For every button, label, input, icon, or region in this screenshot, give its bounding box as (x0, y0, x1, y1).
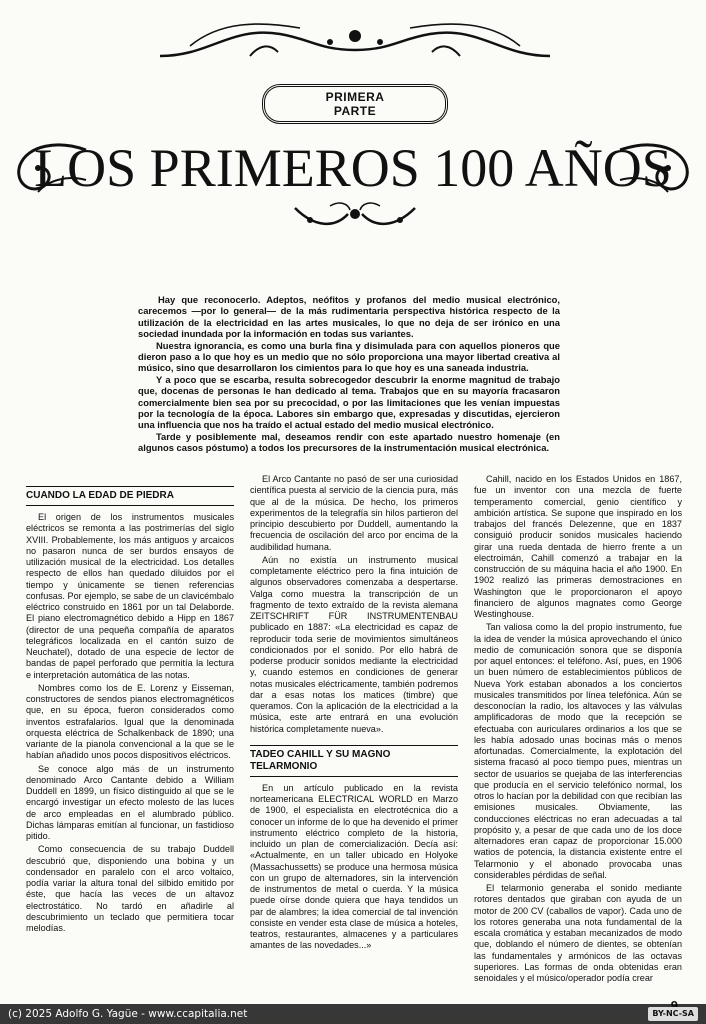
body-paragraph: Nombres como los de E. Lorenz y Eisseman, constructores de sendos pianos electromagnéticos que, en su época, fueron considerados como inventos estrafalarios. Igual que la denominada orquesta eléctrica de Schalkenback de 1890; una variante de la pianola convencional a la que se le habían añadido unos pocos dispositivos eléctricos. (26, 682, 234, 761)
body-paragraph: Cahill, nacido en los Estados Unidos en 1867, fue un inventor con una mezcla de fuerte temperamento comercial, genio científico y ambición artística. Se supone que inspirado en los trabajos del francés Delezenne, que en 1837 consiguió producir sonidos musicales haciendo girar una rueda dentada de hierro frente a un electroimán, Cahill comenzó a trabajar en la construcción de su máquina hacia el año 1900. En 1902 realizó las primeras demostraciones en Washington que le proporcionaron el apoyo financiero de algunos magnates como George Westinghouse. (474, 474, 682, 619)
body-paragraph: El telarmonio generaba el sonido mediante rotores dentados que giraban con ayuda de un motor de 200 CV (caballos de vapor). Cada uno de los rotores generaba una nota fundamental de la escala cromática y estaban mecanizados de modo que, doblando el número de dientes, se obtenían las fundamentales y armónicos de las octavas superiores. Las formas de onda obtenidas eran senoidales y el músico/operador podía crear (474, 883, 682, 983)
body-paragraph: Tan valiosa como la del propio instrumento, fue la idea de vender la música aprovechando el único medio de comunicación sonora que se disponía por aquel entonces: el teléfono. Así, pues, en 1906 un buen número de establecimientos públicos de Nueva York estaban abonados a los conciertos musicales transmitidos por línea telefónica. Aún se desconocían la radio, los altavoces y las válvulas amplificadoras de modo que la recepción se efectuaba con auriculares ordinarios a los que se les había adosado unas bocinas más o menos afortunadas. Comercialmente, la explotación del sistema fracasó al poco tiempo pues, mientras un sector de usuarios se quejaba de las interferencias que producía en el servicio telefónico normal, los otros lo hacían por la debilidad con que recibían las emisiones musicales. Obviamente, las conducciones eléctricas no eran adecuadas a tal propósito y, a pesar de que cada uno de los doce alternadores eran capaz de proporcionar 15.000 watios de potencia, la distancia existente entre el Telarmonio y el abonado provocaba unas considerables pérdidas de señal. (474, 622, 682, 880)
part-badge (262, 84, 448, 124)
intro-paragraph: Tarde y posiblemente mal, deseamos rendir con este apartado nuestro homenaje (en algunos casos póstumo) a todos los precursores de la instrumentación musical electrónica. (138, 430, 560, 454)
body-paragraph: Se conoce algo más de un instrumento denominado Arco Cantante debido a William Duddell en 1899, un físico distinguido al que se le encargó investigar un efecto molesto de las luces de arco empleadas en el alumbrado público. Dichas lámparas emitían al funcionar, un fastidioso pitido. (26, 763, 234, 841)
intro-text (138, 294, 560, 454)
footer-credit: (c) 2025 Adolfo G. Yagüe - www.ccapitalia.net (8, 1008, 248, 1020)
section-heading-edad-piedra: CUANDO LA EDAD DE PIEDRA (26, 486, 234, 506)
body-paragraph: Aún no existía un instrumento musical completamente eléctrico pero la fina intuición de algunos observadores comenzaba a despertarse. Valga como muestra la transcripción de un fragmento de texto extraído de la revista alemana ZEITSCHRIFT FÜR INSTRUMENTENBAU publicado en 1887: «La electricidad es capaz de reproducir toda serie de movimientos simultáneos condicionados por el sonido. Por ello habrá de poderse producir sonidos mediante la electricidad y, cuando estemos en condiciones de generar notas musicales eléctricamente, también podremos dar a esas notas los matices (timbre) que queramos. Con la aplicación de la electricidad a la música, este arte entrará en una evolución histórica completamente nueva». (250, 554, 458, 734)
column-1 (26, 486, 234, 934)
column-3 (474, 474, 682, 984)
badge-line-1: PRIMERA (325, 90, 385, 104)
body-paragraph: El Arco Cantante no pasó de ser una curiosidad científica puesta al servicio de la ciencia pura, más que al de la música. De hecho, los primeros experimentos de la telegrafía sin hilos partieron del principio descubierto por Duddell, aumentando la frecuencia de oscilación del arco por encima de la audibilidad humana. (250, 474, 458, 552)
body-paragraph: En un artículo publicado en la revista norteamericana ELECTRICAL WORLD en Marzo de 1900, el especialista en electrotécnica dio a conocer un informe de lo que ha devenido el primer instrumento eléctrico completo de la historia, incluido un plan de comercialización. Decía así: «Actualmente, en un taller ubicado en Holyoke (Massachussetts) se produce una hermosa música con un grupo de alternadores, sin la intervención de instrumentos de metal o cuerda. Y la música puede oírse donde quiera que haya tendidos un par de alambres; la idea comercial de tal invención consiste en vender esta clase de música a hoteles, teatros, restaurantes, almacenes y a particulares amantes de las novedades...» (250, 782, 458, 951)
ornament-top (150, 16, 560, 60)
cc-license-badge: BY-NC-SA (648, 1007, 698, 1021)
intro-paragraph: Nuestra ignorancia, es como una burla fina y disimulada para con aquellos pioneros que dieron paso a lo que hoy es un medio que no sólo proporciona una mayor libertad creativa al músico, sino que desarrollaron los cimientos para lo que hoy es una saneada industria. (138, 339, 560, 374)
footer-bar (0, 1004, 706, 1024)
column-2 (250, 474, 458, 952)
badge-line-2: PARTE (333, 104, 377, 118)
section-heading-cahill: TADEO CAHILL Y SU MAGNO TELARMONIO (250, 745, 458, 777)
page-title: LOS PRIMEROS 100 AÑOS (34, 138, 672, 198)
body-paragraph: El origen de los instrumentos musicales eléctricos se remonta a las postrimerías del siglo XVIII. Probablemente, los más antiguos y arcaicos no pasaron nunca de ser burdos ensayos de utilización musical de la electricidad. Los detalles respecto de ellos han quedado diluidos por el tiempo y únicamente se tienen referencias confusas. Por ejemplo, se sabe de un clavicémbalo eléctrico construido en 1861 por un tal Delaborde. El piano electromagnético debido a Hipp en 1867 (director de una pequeña compañía de aparatos telegráficos localizada en el cantón suizo de Neuchatel), dotado de una especie de lector de bandas de papel perforado que permitía la lectura e interpretación automática de las notas. (26, 512, 234, 680)
intro-paragraph: Y a poco que se escarba, resulta sobrecogedor descubrir la enorme magnitud de trabajo que, docenas de personas le han dedicado al tema. Trabajos que en su mayoría fracasaron comercialmente bien sea por su precocidad, o por las limitaciones que les venían impuestas por la tecnología de la época. Labores sin embargo que, expresadas y discutidas, ejercieron una influencia que nos ha traído el actual estado del medio musical electrónico. (138, 373, 560, 431)
ornament-bottom (290, 198, 420, 232)
body-paragraph: Como consecuencia de su trabajo Duddell descubrió que, disponiendo una bobina y un condensador en paralelo con el arco voltaico, podía variar la altura tonal del silbido emitido por éste, que hacía las veces de un altavoz electrostático. No tardó en añadirle al descubrimiento un teclado que permitiera tocar melodías. (26, 844, 234, 933)
intro-paragraph: Hay que reconocerlo. Adeptos, neófitos y profanos del medio musical electrónico, carecemos —por lo general— de la más rudimentaria perspectiva histórica respecto de la utilización de la electricidad en las artes musicales, lo que no deja de ser irónico en una sociedad inundada por la información en todas sus variantes. (138, 294, 560, 340)
